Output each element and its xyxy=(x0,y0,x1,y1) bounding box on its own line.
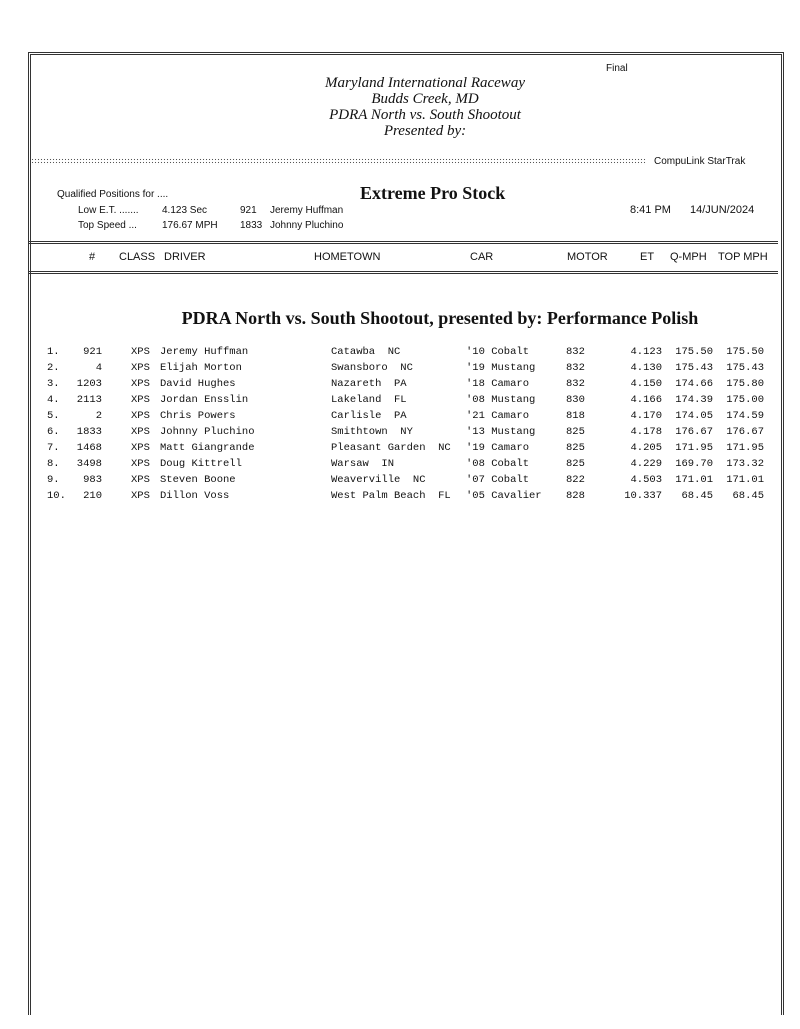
cell-class: XPS xyxy=(131,378,150,390)
cell-top-mph: 175.50 xyxy=(726,346,764,358)
cell-qmph: 174.66 xyxy=(675,378,713,390)
cell-hometown: Pleasant Garden NC xyxy=(331,442,451,454)
top-speed-line xyxy=(78,220,343,231)
cell-qmph: 175.43 xyxy=(675,362,713,374)
cell-et: 4.123 xyxy=(630,346,662,358)
cell-motor: 832 xyxy=(566,346,585,358)
table-row xyxy=(0,394,800,410)
cell-car-number: 921 xyxy=(83,346,102,358)
low-et-label: Low E.T. ....... xyxy=(78,205,139,216)
cell-car-number: 210 xyxy=(83,490,102,502)
cell-position: 10. xyxy=(47,490,66,502)
cell-car-number: 1468 xyxy=(76,442,102,454)
venue-location: Budds Creek, MD xyxy=(371,91,479,107)
cell-motor: 830 xyxy=(566,394,585,406)
cell-qmph: 175.50 xyxy=(675,346,713,358)
cell-class: XPS xyxy=(131,394,150,406)
cell-qmph: 176.67 xyxy=(675,426,713,438)
col-header-class: CLASS xyxy=(119,251,156,263)
cell-position: 6. xyxy=(47,426,60,438)
cell-position: 8. xyxy=(47,458,60,470)
cell-driver: David Hughes xyxy=(160,378,236,390)
cell-driver: Matt Giangrande xyxy=(160,442,255,454)
report-date: 14/JUN/2024 xyxy=(690,204,755,216)
table-row xyxy=(0,474,800,490)
system-label: CompuLink StarTrak xyxy=(654,156,746,167)
cell-hometown: Carlisle PA xyxy=(331,410,407,422)
table-row xyxy=(0,346,800,362)
qualified-header: Qualified Positions for .... xyxy=(57,189,169,200)
cell-class: XPS xyxy=(131,346,150,358)
top-speed-car: 1833 xyxy=(240,220,263,231)
header-rule-bottom xyxy=(28,271,778,274)
cell-car: '07 Cobalt xyxy=(466,474,530,486)
cell-car: '08 Cobalt xyxy=(466,458,530,470)
status-label: Final xyxy=(606,63,628,74)
cell-hometown: Swansboro NC xyxy=(331,362,413,374)
cell-motor: 832 xyxy=(566,362,585,374)
cell-car: '08 Mustang xyxy=(466,394,536,406)
cell-top-mph: 171.95 xyxy=(726,442,764,454)
cell-car-number: 2 xyxy=(95,410,102,422)
cell-et: 4.130 xyxy=(630,362,662,374)
low-et-value: 4.123 Sec xyxy=(162,205,208,216)
header-rule-top xyxy=(28,241,778,244)
cell-position: 4. xyxy=(47,394,60,406)
cell-et: 4.229 xyxy=(630,458,662,470)
cell-position: 1. xyxy=(47,346,60,358)
cell-top-mph: 175.80 xyxy=(726,378,764,390)
cell-hometown: Warsaw IN xyxy=(331,458,395,470)
event-name: PDRA North vs. South Shootout xyxy=(329,107,521,123)
low-et-car: 921 xyxy=(240,205,257,216)
venue-header xyxy=(200,75,650,139)
cell-et: 4.170 xyxy=(630,410,662,422)
cell-position: 3. xyxy=(47,378,60,390)
cell-car: '19 Mustang xyxy=(466,362,536,374)
cell-car-number: 983 xyxy=(83,474,102,486)
cell-driver: Steven Boone xyxy=(160,474,236,486)
cell-top-mph: 174.59 xyxy=(726,410,764,422)
cell-class: XPS xyxy=(131,458,150,470)
cell-car: '19 Camaro xyxy=(466,442,530,454)
cell-et: 4.150 xyxy=(630,378,662,390)
cell-class: XPS xyxy=(131,474,150,486)
table-row xyxy=(0,378,800,394)
cell-et: 4.503 xyxy=(630,474,662,486)
cell-car-number: 1833 xyxy=(76,426,102,438)
cell-driver: Elijah Morton xyxy=(160,362,242,374)
cell-top-mph: 173.32 xyxy=(726,458,764,470)
cell-car: '13 Mustang xyxy=(466,426,536,438)
cell-et: 4.178 xyxy=(630,426,662,438)
report-time: 8:41 PM xyxy=(630,204,671,216)
event-title: PDRA North vs. South Shootout, presented by: Performance Polish xyxy=(181,308,699,328)
cell-qmph: 171.95 xyxy=(675,442,713,454)
low-et-line xyxy=(78,205,343,216)
cell-position: 5. xyxy=(47,410,60,422)
top-speed-value: 176.67 MPH xyxy=(162,220,218,231)
cell-hometown: Lakeland FL xyxy=(331,394,407,406)
cell-driver: Jordan Ensslin xyxy=(160,394,249,406)
cell-car-number: 1203 xyxy=(76,378,102,390)
cell-car: '18 Camaro xyxy=(466,378,530,390)
top-speed-label: Top Speed ... xyxy=(78,220,137,231)
table-row xyxy=(0,458,800,474)
cell-car: '21 Camaro xyxy=(466,410,530,422)
cell-hometown: Catawba NC xyxy=(331,346,401,358)
col-header-car: CAR xyxy=(470,251,494,263)
cell-motor: 818 xyxy=(566,410,585,422)
table-row xyxy=(0,410,800,426)
table-row xyxy=(0,490,800,506)
cell-car-number: 4 xyxy=(95,362,102,374)
cell-driver: Jeremy Huffman xyxy=(160,346,249,358)
venue-name: Maryland International Raceway xyxy=(325,75,525,91)
cell-car: '05 Cavalier xyxy=(466,490,542,502)
cell-qmph: 174.05 xyxy=(675,410,713,422)
cell-hometown: Smithtown NY xyxy=(331,426,413,438)
cell-motor: 825 xyxy=(566,442,585,454)
cell-driver: Johnny Pluchino xyxy=(160,426,255,438)
cell-hometown: Nazareth PA xyxy=(331,378,407,390)
cell-top-mph: 68.45 xyxy=(732,490,764,502)
cell-driver: Doug Kittrell xyxy=(160,458,242,470)
table-row xyxy=(0,362,800,378)
cell-class: XPS xyxy=(131,442,150,454)
top-speed-driver: Johnny Pluchino xyxy=(270,220,344,231)
cell-motor: 822 xyxy=(566,474,585,486)
dotted-divider xyxy=(31,158,646,165)
cell-driver: Chris Powers xyxy=(160,410,236,422)
cell-car-number: 2113 xyxy=(76,394,102,406)
cell-position: 7. xyxy=(47,442,60,454)
cell-qmph: 169.70 xyxy=(675,458,713,470)
cell-et: 4.166 xyxy=(630,394,662,406)
cell-car: '10 Cobalt xyxy=(466,346,530,358)
cell-class: XPS xyxy=(131,410,150,422)
cell-motor: 825 xyxy=(566,426,585,438)
cell-qmph: 171.01 xyxy=(675,474,713,486)
col-header-motor: MOTOR xyxy=(567,251,608,263)
presented-by: Presented by: xyxy=(383,123,467,139)
cell-position: 2. xyxy=(47,362,60,374)
cell-class: XPS xyxy=(131,490,150,502)
table-row xyxy=(0,426,800,442)
col-header-hometown: HOMETOWN xyxy=(314,251,381,263)
cell-hometown: Weaverville NC xyxy=(331,474,426,486)
cell-et: 4.205 xyxy=(630,442,662,454)
class-title: Extreme Pro Stock xyxy=(360,183,506,203)
cell-top-mph: 171.01 xyxy=(726,474,764,486)
cell-position: 9. xyxy=(47,474,60,486)
col-header-driver: DRIVER xyxy=(164,251,206,263)
cell-top-mph: 175.00 xyxy=(726,394,764,406)
cell-top-mph: 175.43 xyxy=(726,362,764,374)
cell-qmph: 174.39 xyxy=(675,394,713,406)
low-et-driver: Jeremy Huffman xyxy=(270,205,344,216)
col-header-num: # xyxy=(89,251,96,263)
cell-motor: 828 xyxy=(566,490,585,502)
cell-hometown: West Palm Beach FL xyxy=(331,490,451,502)
cell-class: XPS xyxy=(131,362,150,374)
cell-qmph: 68.45 xyxy=(681,490,713,502)
cell-et: 10.337 xyxy=(624,490,662,502)
cell-class: XPS xyxy=(131,426,150,438)
table-row xyxy=(0,442,800,458)
cell-top-mph: 176.67 xyxy=(726,426,764,438)
col-header-qmph: Q-MPH xyxy=(670,251,707,263)
cell-driver: Dillon Voss xyxy=(160,490,230,502)
cell-motor: 825 xyxy=(566,458,585,470)
col-header-et: ET xyxy=(640,251,655,263)
cell-motor: 832 xyxy=(566,378,585,390)
col-header-topmph: TOP MPH xyxy=(718,251,768,263)
cell-car-number: 3498 xyxy=(76,458,102,470)
